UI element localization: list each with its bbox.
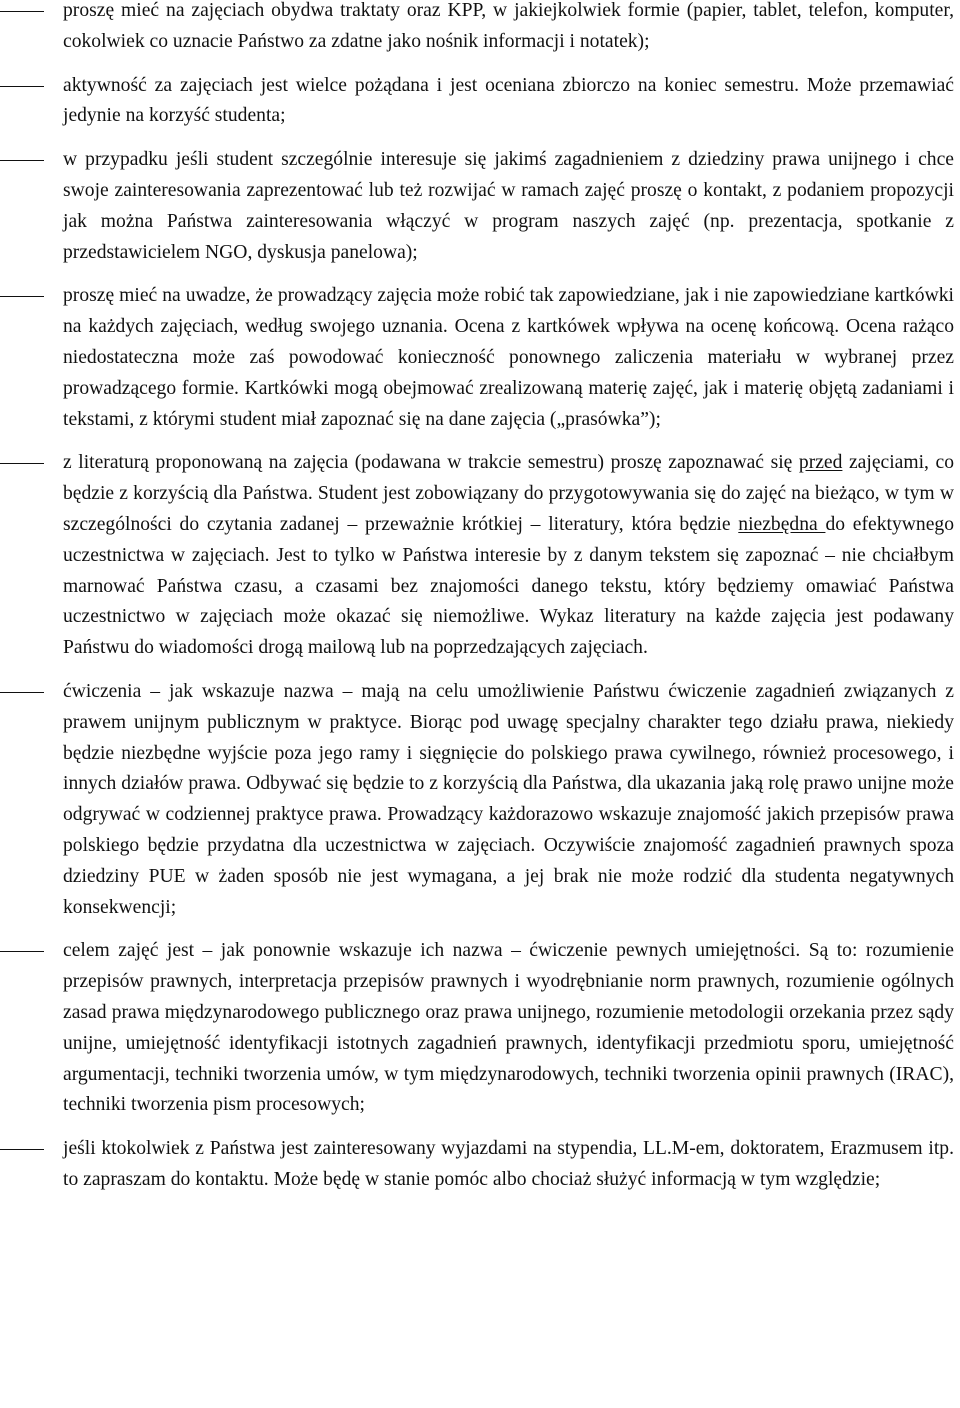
list-item-text: jeśli ktokolwiek z Państwa jest zainteresowany wyjazdami na stypendia, LL.M-em, doktoratem, Erazmusem itp. to zapraszam do kontaktu. Może będę w stanie pomóc albo chociaż służyć informacją w tym względzie; bbox=[63, 1138, 954, 1190]
list-item-text: w przypadku jeśli student szczególnie interesuje się jakimś zagadnieniem z dziedziny prawa unijnego i chce swoje zainteresowania zaprezentować lub też rozwijać w ramach zajęć proszę o kontakt, z podaniem propozycji jak można Państwa zainteresowania włączyć w program naszych zajęć (np. prezentacja, spotkanie z przedstawicielem NGO, dyskusja panelowa); bbox=[63, 149, 954, 263]
list-item bbox=[0, 0, 960, 58]
dash-bullet bbox=[0, 11, 44, 12]
dash-bullet bbox=[0, 160, 44, 161]
list-item-text: proszę mieć na uwadze, że prowadzący zajęcia może robić tak zapowiedziane, jak i nie zapowiedziane kartkówki na każdych zajęciach, według swojego uznania. Ocena z kartkówek wpływa na ocenę końcową. Ocena rażąco niedostateczna może zaś powodować konieczność ponownego zaliczenia materiału w wybranej przez prowadzącego formie. Kartkówki mogą obejmować zrealizowaną materię zajęć, jak i materię objętą zadaniami i tekstami, z którymi student miał zapoznać się na dane zajęcia („prasówka”); bbox=[63, 285, 954, 430]
list-item-text: do efektywnego uczestnictwa w zajęciach. Jest to tylko w Państwa interesie by z danym tekstem się zapoznać – nie chciałbym marnować Państwa czasu, a czasami bez znajomości danego tekstu, który będziemy omawiać Państwa uczestnictwo w zajęciach może okazać się niemożliwe. Wykaz literatury na każde zajęcia jest podawany Państwu do wiadomości drogą mailową lub na poprzedzających zajęciach. bbox=[63, 513, 954, 659]
dash-bullet bbox=[0, 1149, 44, 1150]
dash-bullet bbox=[0, 951, 44, 952]
list-item-text: z literaturą proponowaną na zajęcia (podawana w trakcie semestru) proszę zapoznawać się bbox=[63, 452, 799, 474]
underlined-word: niezbędna bbox=[738, 513, 826, 535]
list-item-text: celem zajęć jest – jak ponownie wskazuje ich nazwa – ćwiczenie pewnych umiejętności. Są to: rozumienie przepisów prawnych, interpretacja przepisów prawnych i wyodrębnianie norm prawnych, rozumienie ogólnych zasad prawa międzynarodowego publicznego oraz prawa unijnego, rozumienie metodologii orzekania przez sądy unijne, umiejętność identyfikacji istotnych zagadnień prawnych, identyfikacji przedmiotu sporu, umiejętność argumentacji, techniki tworzenia umów, w tym międzynarodowych, techniki tworzenia opinii prawnych (IRAC), techniki tworzenia pism procesowych; bbox=[63, 940, 954, 1116]
list-item-text: ćwiczenia – jak wskazuje nazwa – mają na celu umożliwienie Państwu ćwiczenie zagadnień związanych z prawem unijnym publicznym w praktyce. Biorąc pod uwagę specjalny charakter tego działu prawa, niekiedy będzie niezbędne wyjście poza jego ramy i sięgnięcie do polskiego prawa cywilnego, również procesowego, i innych działów prawa. Odbywać się będzie to z korzyścią dla Państwa, dla ukazania jaką rolę prawo unijne może odgrywać w codziennej praktyce prawa. Prowadzący każdorazowo wskazuje znajomość jakich przepisów prawa polskiego będzie przydatna dla uczestnictwa w zajęciach. Oczywiście znajomość zagadnień prawnych spoza dziedziny PUE w żaden sposób nie jest wymagana, a jej brak nie może rodzić dla studenta negatywnych konsekwencji; bbox=[63, 680, 954, 918]
list-item-text: proszę mieć na zajęciach obydwa traktaty oraz KPP, w jakiejkolwiek formie (papier, tablet, telefon, komputer, cokolwiek co uznacie Państwo za zdatne jako nośnik informacji i notatek); bbox=[63, 0, 954, 52]
dash-bullet bbox=[0, 296, 44, 297]
dash-bullet bbox=[0, 463, 44, 464]
dash-bullet bbox=[0, 86, 44, 87]
list-item-text: zajęciami, co będzie z korzyścią dla Państwa. Student jest zobowiązany do przygotowywania się do zajęć na bieżąco, w tym w szczególności do czytania zadanej – przeważnie krótkiej – literatury, która będzie bbox=[63, 452, 954, 535]
list-item-text: aktywność za zajęciach jest wielce pożądana i jest oceniana zbiorczo na koniec semestru. Może przemawiać jedynie na korzyść studenta; bbox=[63, 74, 954, 127]
list-item bbox=[0, 71, 960, 133]
underlined-word: przed bbox=[798, 452, 843, 474]
list-item bbox=[0, 936, 960, 1121]
list-item bbox=[0, 448, 960, 664]
list-item bbox=[0, 145, 960, 268]
list-item bbox=[0, 1134, 960, 1196]
list-item bbox=[0, 281, 960, 435]
dash-bullet bbox=[0, 692, 44, 693]
list-item bbox=[0, 677, 960, 923]
